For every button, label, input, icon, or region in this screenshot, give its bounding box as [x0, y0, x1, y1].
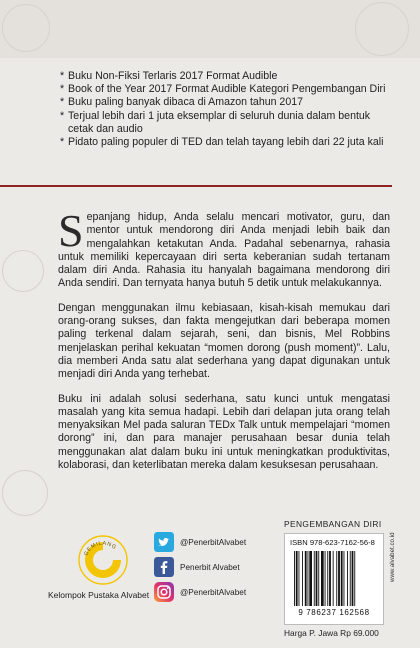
twitter-handle: @PenerbitAlvabet [180, 537, 247, 547]
barcode-bar [308, 551, 309, 606]
list-item-text: Buku Non-Fiksi Terlaris 2017 Format Audible [68, 70, 278, 82]
barcode-bar [329, 551, 331, 606]
background-pattern [2, 4, 50, 52]
social-item-instagram [154, 581, 264, 603]
barcode-bar [338, 551, 340, 606]
barcode-bar [296, 551, 298, 606]
publisher-block [48, 534, 150, 600]
barcode-bar [325, 551, 326, 606]
list-item-text: Pidato paling populer di TED dan telah tayang lebih dari 22 juta kali [68, 136, 384, 149]
list-item [60, 70, 398, 83]
background-pattern [355, 2, 409, 56]
barcode-bar [321, 551, 324, 606]
isbn-barcode-box [284, 533, 384, 625]
bullet-marker: * [60, 109, 65, 122]
category-label: PENGEMBANGAN DIRI [284, 519, 382, 529]
bullet-marker: * [60, 96, 65, 109]
blurb-text: Dengan menggunakan ilmu kebiasaan, kisah-kisah memukau dari orang-orang sukses, dan fakta mengejutkan dari beberapa momen paling terkenal dalam sejarah, seni, dan bisnis, Mel Robbins menjelaskan perihal kekuatan “momen dorong (push moment)”. Lalu, dia memberi Anda satu alat sederhana yang dapat digunakan untuk menjadi diri Anda yang terhebat. [58, 301, 390, 381]
publisher-logo [77, 534, 129, 586]
barcode-bar [305, 551, 307, 606]
bullet-marker: * [60, 70, 65, 82]
section-divider [0, 185, 392, 187]
blurb-text: epanjang hidup, Anda selalu mencari motivator, guru, dan mentor untuk mendorong diri Anda menjadi lebih baik dan mengalahkan ketakutan Anda. Padahal sebenarnya, rahasia untuk memiliki kepercayaan diri serta keberanian sudah tertanam dalam diri Anda. Rahasia itu hanyalah bagaimana mendorong diri Anda sendiri. Dan ternyata hanya butuh 5 detik untuk melakukannya. [58, 211, 390, 290]
blurb-paragraph [58, 302, 390, 382]
barcode-icon [293, 551, 375, 606]
barcode-bar [316, 551, 318, 606]
list-item [60, 110, 398, 136]
blurb-text: Buku ini adalah solusi sederhana, satu kunci untuk mengatasi masalah yang kita semua hadapi. Lebih dari delapan juta orang telah menyaksikan Mel pada saluran TEDx Talk untuk mempelajari “momen dorong” ini, dan para manajer perusahaan besar dunia telah menggunakan alat dalam buku ini untuk meningkatkan produktivitas, kolaborasi, dan keterlibatan mereka dalam kesuksesan perusahaan. [58, 392, 390, 472]
website-url: www.alvabet.co.id [389, 532, 396, 582]
gemilang-logo-icon [77, 534, 129, 586]
drop-cap: S [58, 205, 84, 256]
facebook-page: Penerbit Alvabet [180, 562, 240, 572]
social-item-facebook [154, 556, 264, 578]
barcode-bar [302, 551, 303, 606]
barcode-bar [347, 551, 348, 606]
list-item-text: Book of the Year 2017 Format Audible Kategori Pengembangan Diri [68, 83, 386, 96]
facebook-icon [154, 557, 174, 577]
instagram-handle: @PenerbitAlvabet [180, 587, 247, 597]
barcode-number: 9 786237 162568 [298, 608, 370, 617]
bullet-marker: * [60, 136, 65, 149]
barcode-bar [336, 551, 337, 606]
blurb-paragraph [58, 205, 390, 291]
background-pattern [2, 250, 44, 292]
barcode-bar [309, 551, 312, 606]
background-pattern [2, 470, 48, 516]
list-item-text: Terjual lebih dari 1 juta eksemplar di seluruh dunia dalam bentuk cetak dan audio [68, 109, 371, 135]
accolades-list [60, 70, 398, 149]
social-links [154, 531, 264, 606]
barcode-bar [341, 551, 343, 606]
list-item-text: Buku paling banyak dibaca di Amazon tahun 2017 [68, 96, 304, 109]
barcode-bar [299, 551, 300, 606]
list-item [60, 83, 398, 96]
blurb [58, 205, 390, 483]
bullet-marker: * [60, 83, 65, 96]
logo-text: GEMILANG [83, 540, 118, 557]
barcode-bar [294, 551, 295, 606]
barcode-bar [333, 551, 334, 606]
barcode-bar [350, 551, 351, 606]
barcode-bar [344, 551, 345, 606]
barcode-bar [318, 551, 319, 606]
price-label: Harga P. Jawa Rp 69.000 [284, 628, 379, 638]
blurb-paragraph [58, 393, 390, 473]
list-item [60, 96, 398, 109]
twitter-icon [154, 532, 174, 552]
social-item-twitter [154, 531, 264, 553]
barcode-bar [354, 551, 355, 606]
isbn-label: ISBN 978-623-7162-56-8 [290, 538, 375, 547]
list-item [60, 136, 398, 149]
instagram-icon [154, 582, 174, 602]
barcode-bar [327, 551, 328, 606]
barcode-bar [314, 551, 315, 606]
product-info [284, 519, 384, 638]
publisher-name: Kelompok Pustaka Alvabet [48, 590, 150, 600]
barcode-bar [352, 551, 354, 606]
